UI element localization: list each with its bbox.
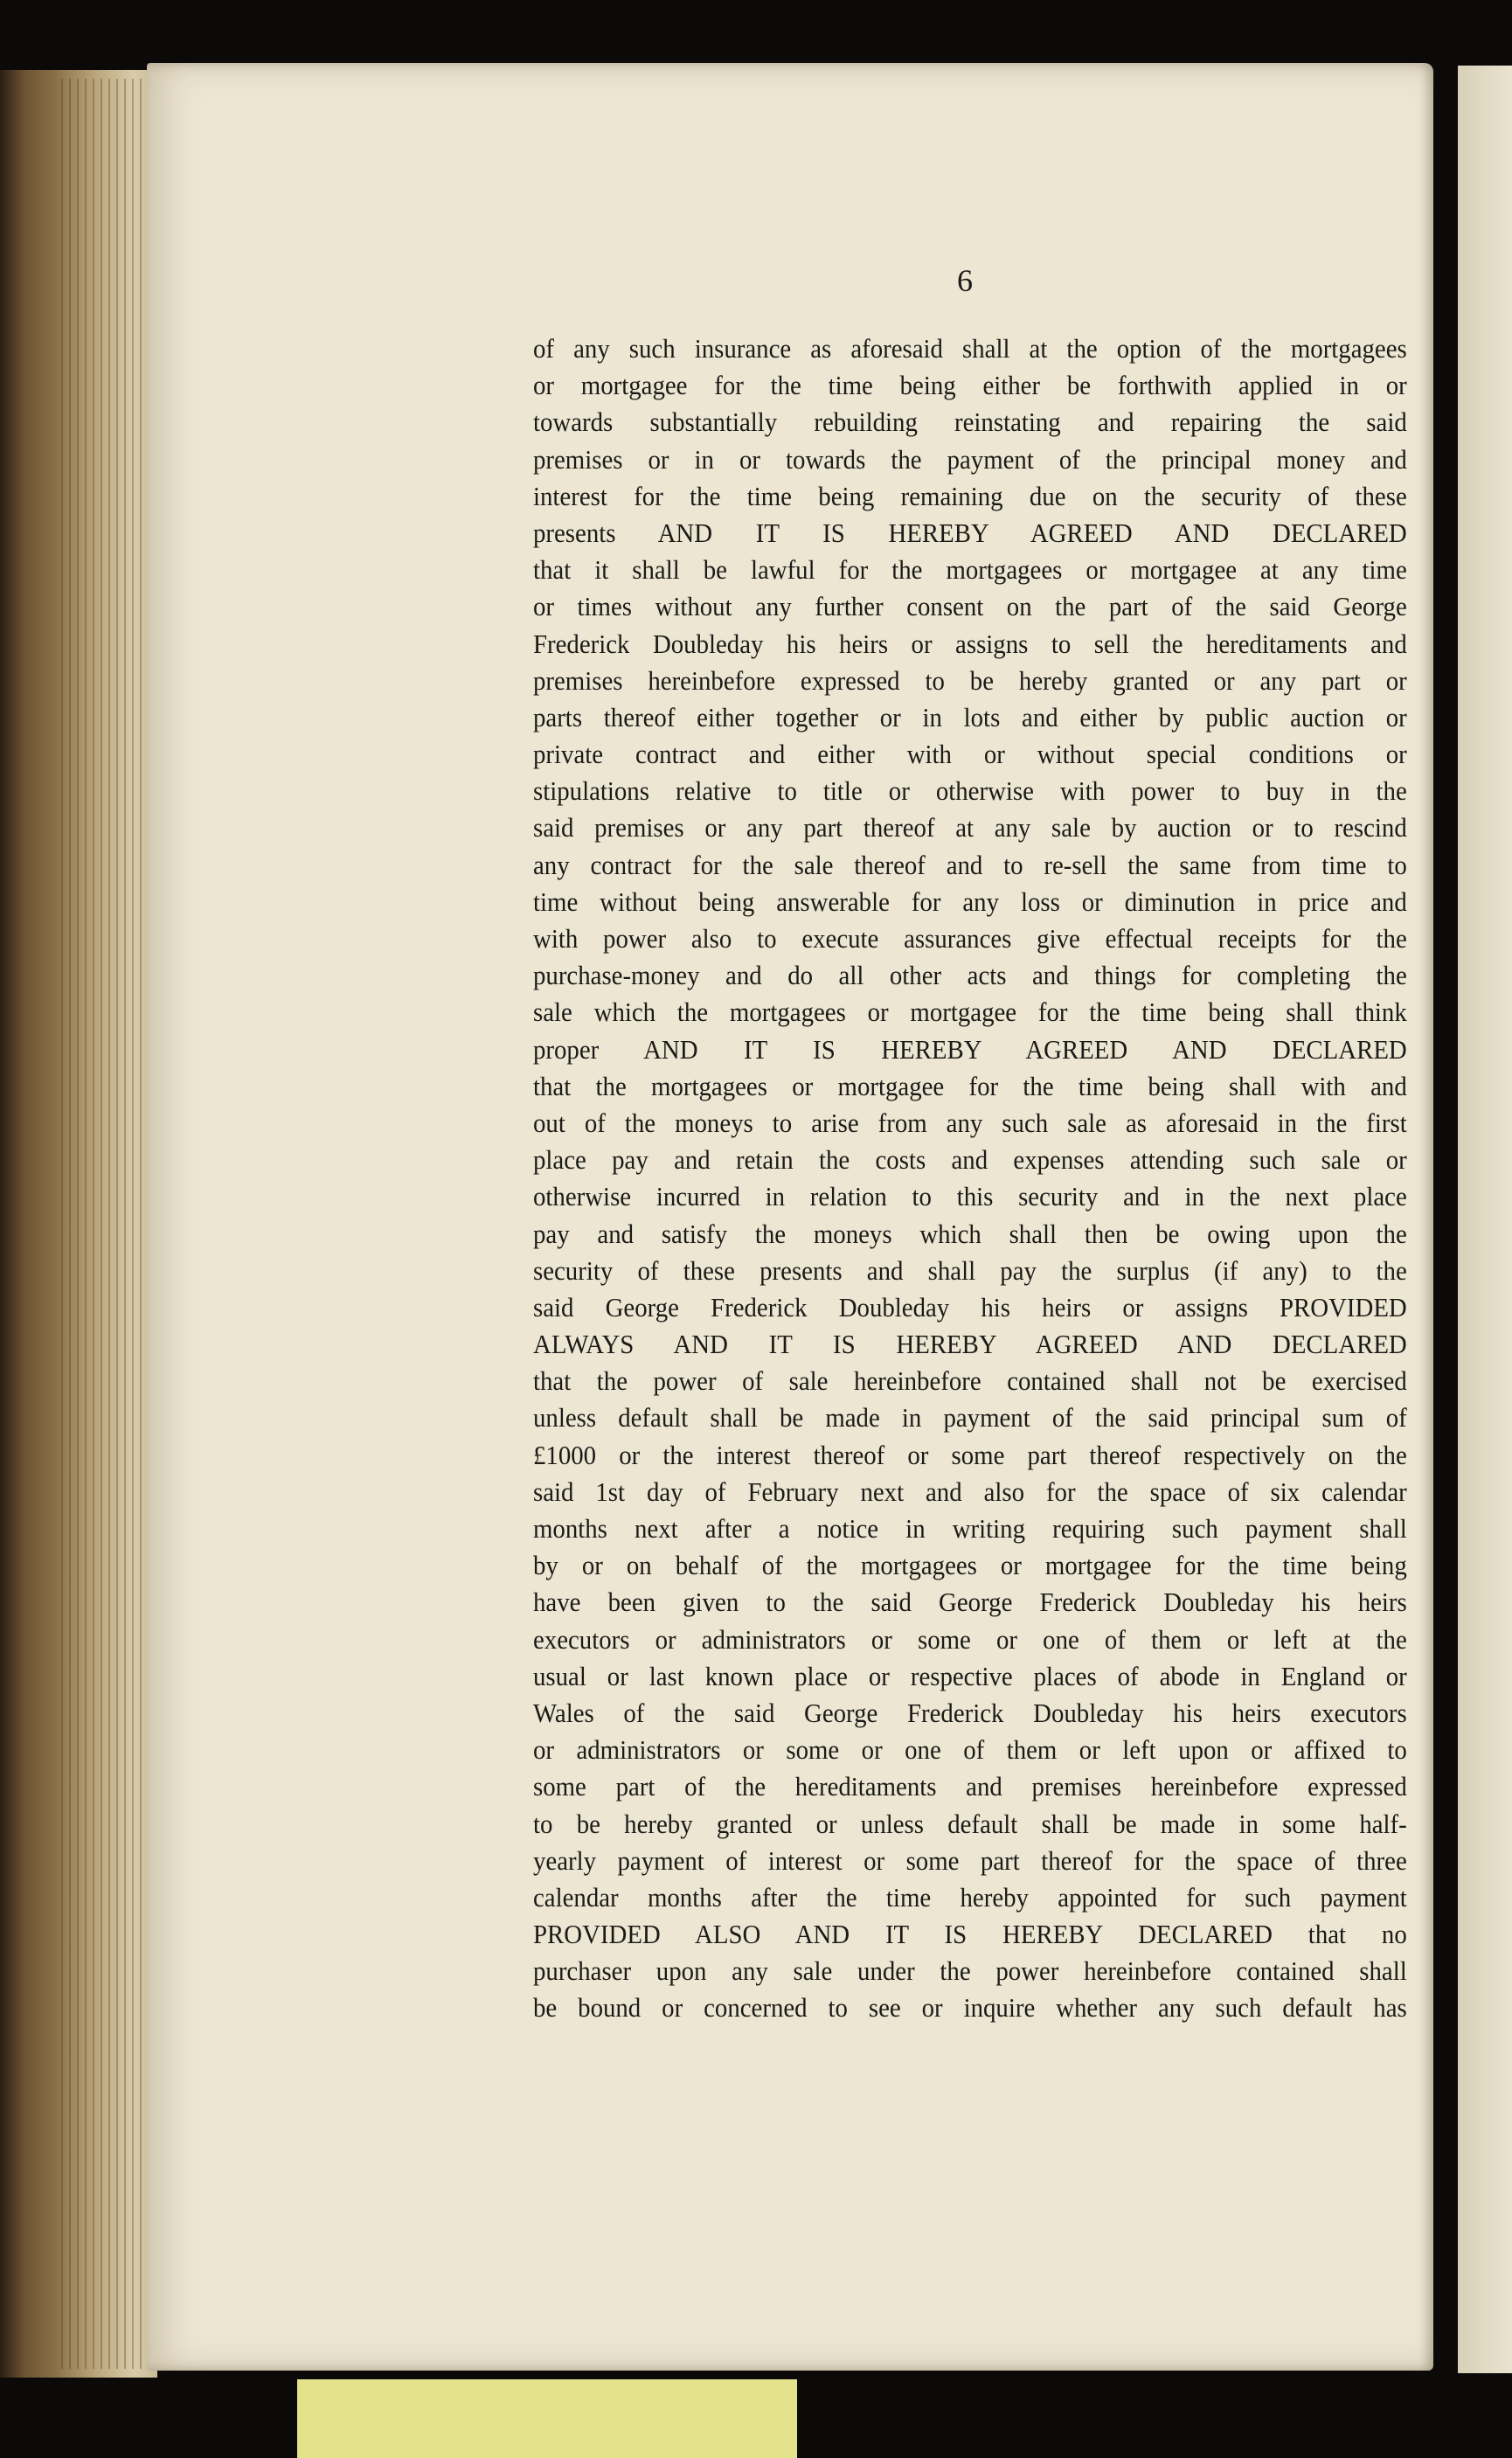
text-line: with power also to execute assurances give effectual receipts for the (533, 923, 1407, 954)
text-line: have been given to the said George Frederick Doubleday his heirs (533, 1587, 1407, 1618)
text-line: parts thereof either together or in lots and either by public auction or (533, 701, 1407, 733)
text-line: said premises or any part thereof at any sale by auction or to rescind (533, 812, 1407, 844)
text-line: purchaser upon any sale under the power hereinbefore contained shall (533, 1955, 1407, 1987)
text-line: time without being answerable for any loss or diminution in price and (533, 885, 1407, 917)
text-line: or administrators or some or one of them or left upon or affixed to (533, 1734, 1407, 1766)
text-line: of any such insurance as aforesaid shall at the option of the mortgagees (533, 333, 1407, 364)
text-line: Frederick Doubleday his heirs or assigns to sell the hereditaments and (533, 628, 1407, 659)
text-line: premises hereinbefore expressed to be hereby granted or any part or (533, 664, 1407, 696)
text-line: proper AND IT IS HEREBY AGREED AND DECLARED (533, 1033, 1407, 1065)
text-line: sale which the mortgagees or mortgagee for the time being shall think (533, 996, 1407, 1028)
text-line: months next after a notice in writing requiring such payment shall (533, 1513, 1407, 1544)
body-text (533, 330, 1407, 2027)
text-line: to be hereby granted or unless default shall be made in some half- (533, 1808, 1407, 1839)
text-line: place pay and retain the costs and expenses attending such sale or (533, 1144, 1407, 1176)
facing-page-edge (1458, 66, 1512, 2373)
text-line: said 1st day of February next and also for the space of six calendar (533, 1475, 1407, 1507)
text-line: PROVIDED ALSO AND IT IS HEREBY DECLARED that no (533, 1919, 1407, 1950)
text-line: Wales of the said George Frederick Doubleday his heirs executors (533, 1697, 1407, 1728)
text-line: £1000 or the interest thereof or some part thereof respectively on the (533, 1439, 1407, 1470)
text-line: pay and satisfy the moneys which shall then be owing upon the (533, 1218, 1407, 1249)
text-line: ALWAYS AND IT IS HEREBY AGREED AND DECLARED (533, 1329, 1407, 1360)
text-line: towards substantially rebuilding reinstating and repairing the said (533, 406, 1407, 438)
text-line: security of these presents and shall pay the surplus (if any) to the (533, 1254, 1407, 1286)
text-line: be bound or concerned to see or inquire whether any such default has (533, 1992, 1407, 2024)
text-line: that the power of sale hereinbefore contained shall not be exercised (533, 1365, 1407, 1397)
text-line: by or on behalf of the mortgagees or mortgagee for the time being (533, 1550, 1407, 1581)
text-line: executors or administrators or some or one of them or left at the (533, 1623, 1407, 1655)
text-line: out of the moneys to arise from any such sale as aforesaid in the first (533, 1107, 1407, 1138)
text-line: calendar months after the time hereby appointed for such payment (533, 1881, 1407, 1913)
text-line: usual or last known place or respective places of abode in England or (533, 1660, 1407, 1691)
text-line: unless default shall be made in payment of the said principal sum of (533, 1402, 1407, 1434)
text-line: premises or in or towards the payment of the principal money and (533, 443, 1407, 475)
text-line: or mortgagee for the time being either be forthwith applied in or (533, 370, 1407, 401)
text-line: stipulations relative to title or otherwise with power to buy in the (533, 775, 1407, 807)
text-line: interest for the time being remaining due on the security of these (533, 480, 1407, 511)
page-edge-lines (61, 79, 157, 2369)
yellow-bookmark-tag (297, 2379, 797, 2458)
text-line: purchase-money and do all other acts and things for completing the (533, 960, 1407, 991)
text-line: that the mortgagees or mortgagee for the time being shall with and (533, 1070, 1407, 1101)
text-line: private contract and either with or without special conditions or (533, 739, 1407, 770)
text-line: otherwise incurred in relation to this security and in the next place (533, 1181, 1407, 1212)
text-line: that it shall be lawful for the mortgagees or mortgagee at any time (533, 554, 1407, 586)
text-line: presents AND IT IS HEREBY AGREED AND DECLARED (533, 517, 1407, 548)
text-line: some part of the hereditaments and premises hereinbefore expressed (533, 1771, 1407, 1802)
text-line: yearly payment of interest or some part thereof for the space of three (533, 1844, 1407, 1876)
text-line: or times without any further consent on the part of the said George (533, 591, 1407, 622)
page-number: 6 (957, 263, 973, 298)
text-line: said George Frederick Doubleday his heirs or assigns PROVIDED (533, 1291, 1407, 1323)
text-line: any contract for the sale thereof and to re-sell the same from time to (533, 849, 1407, 880)
